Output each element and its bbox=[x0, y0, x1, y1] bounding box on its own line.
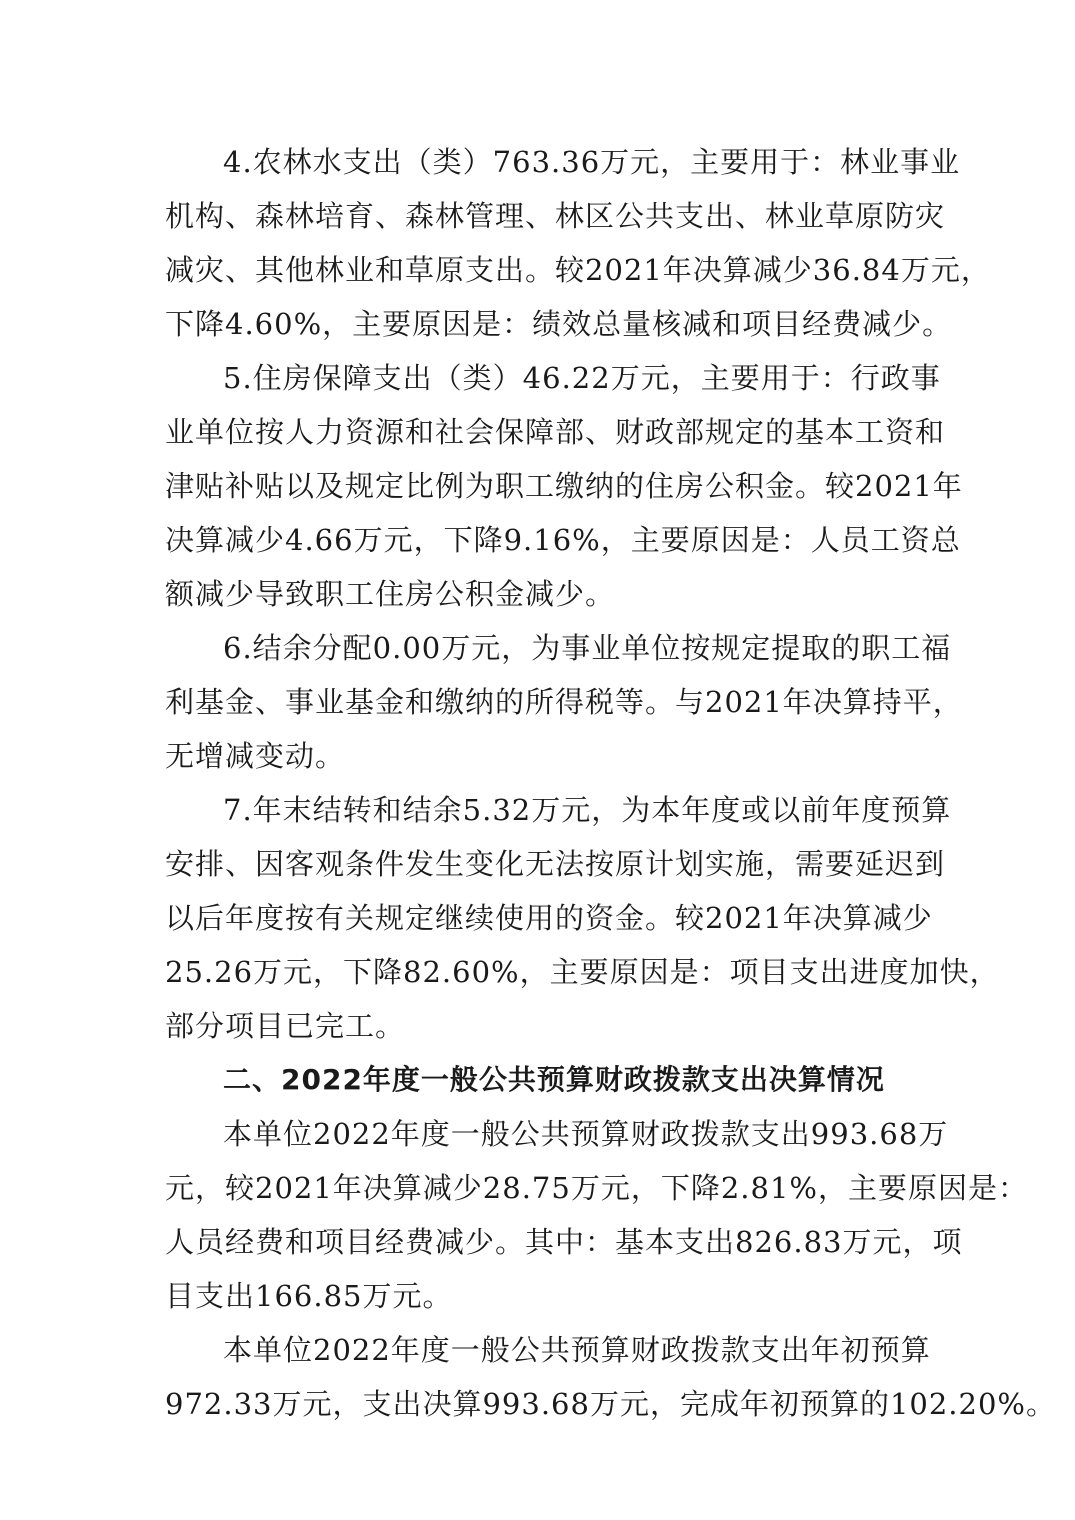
paragraph-line: 5.住房保障支出（类）46.22万元，主要用于：行政事 bbox=[223, 361, 941, 395]
paragraph-line: 元，较2021年决算减少28.75万元，下降2.81%，主要原因是： bbox=[165, 1171, 1028, 1205]
paragraph-line: 决算减少4.66万元，下降9.16%，主要原因是：人员工资总 bbox=[165, 523, 961, 557]
paragraph-line: 额减少导致职工住房公积金减少。 bbox=[165, 577, 616, 611]
section-heading: 二、2022年度一般公共预算财政拨款支出决算情况 bbox=[223, 1063, 885, 1096]
paragraph-line: 目支出166.85万元。 bbox=[165, 1279, 453, 1313]
paragraph-line: 减灾、其他林业和草原支出。较2021年决算减少36.84万元， bbox=[165, 253, 991, 287]
paragraph-line: 以后年度按有关规定继续使用的资金。较2021年决算减少 bbox=[165, 901, 933, 935]
paragraph-line: 972.33万元，支出决算993.68万元，完成年初预算的102.20%。 bbox=[165, 1387, 1056, 1421]
paragraph-line: 25.26万元，下降82.60%，主要原因是：项目支出进度加快， bbox=[165, 955, 1000, 989]
paragraph-line: 6.结余分配0.00万元，为事业单位按规定提取的职工福 bbox=[223, 631, 952, 665]
paragraph-line: 津贴补贴以及规定比例为职工缴纳的住房公积金。较2021年 bbox=[165, 469, 963, 503]
paragraph-budget-completion bbox=[165, 1323, 1056, 1431]
paragraph-line: 利基金、事业基金和缴纳的所得税等。与2021年决算持平， bbox=[165, 685, 963, 719]
paragraph-line: 4.农林水支出（类）763.36万元，主要用于：林业事业 bbox=[223, 145, 961, 179]
document-body bbox=[165, 135, 1056, 1431]
paragraph-carryover bbox=[165, 783, 1000, 1053]
paragraph-line: 本单位2022年度一般公共预算财政拨款支出993.68万 bbox=[223, 1117, 949, 1151]
paragraph-general-budget-expenditure bbox=[165, 1107, 1028, 1323]
paragraph-agriculture bbox=[165, 135, 991, 351]
paragraph-line: 下降4.60%，主要原因是：绩效总量核减和项目经费减少。 bbox=[165, 307, 953, 341]
paragraph-line: 本单位2022年度一般公共预算财政拨款支出年初预算 bbox=[223, 1333, 931, 1367]
paragraph-line: 安排、因客观条件发生变化无法按原计划实施，需要延迟到 bbox=[165, 847, 946, 881]
paragraph-line: 机构、森林培育、森林管理、林区公共支出、林业草原防灾 bbox=[165, 199, 946, 233]
paragraph-housing bbox=[165, 351, 963, 621]
paragraph-line: 无增减变动。 bbox=[165, 739, 346, 773]
paragraph-line: 7.年末结转和结余5.32万元，为本年度或以前年度预算 bbox=[223, 793, 952, 827]
paragraph-line: 业单位按人力资源和社会保障部、财政部规定的基本工资和 bbox=[165, 415, 946, 449]
paragraph-line: 部分项目已完工。 bbox=[165, 1009, 406, 1043]
paragraph-line: 人员经费和项目经费减少。其中：基本支出826.83万元，项 bbox=[165, 1225, 963, 1259]
paragraph-surplus-distribution bbox=[165, 621, 963, 783]
